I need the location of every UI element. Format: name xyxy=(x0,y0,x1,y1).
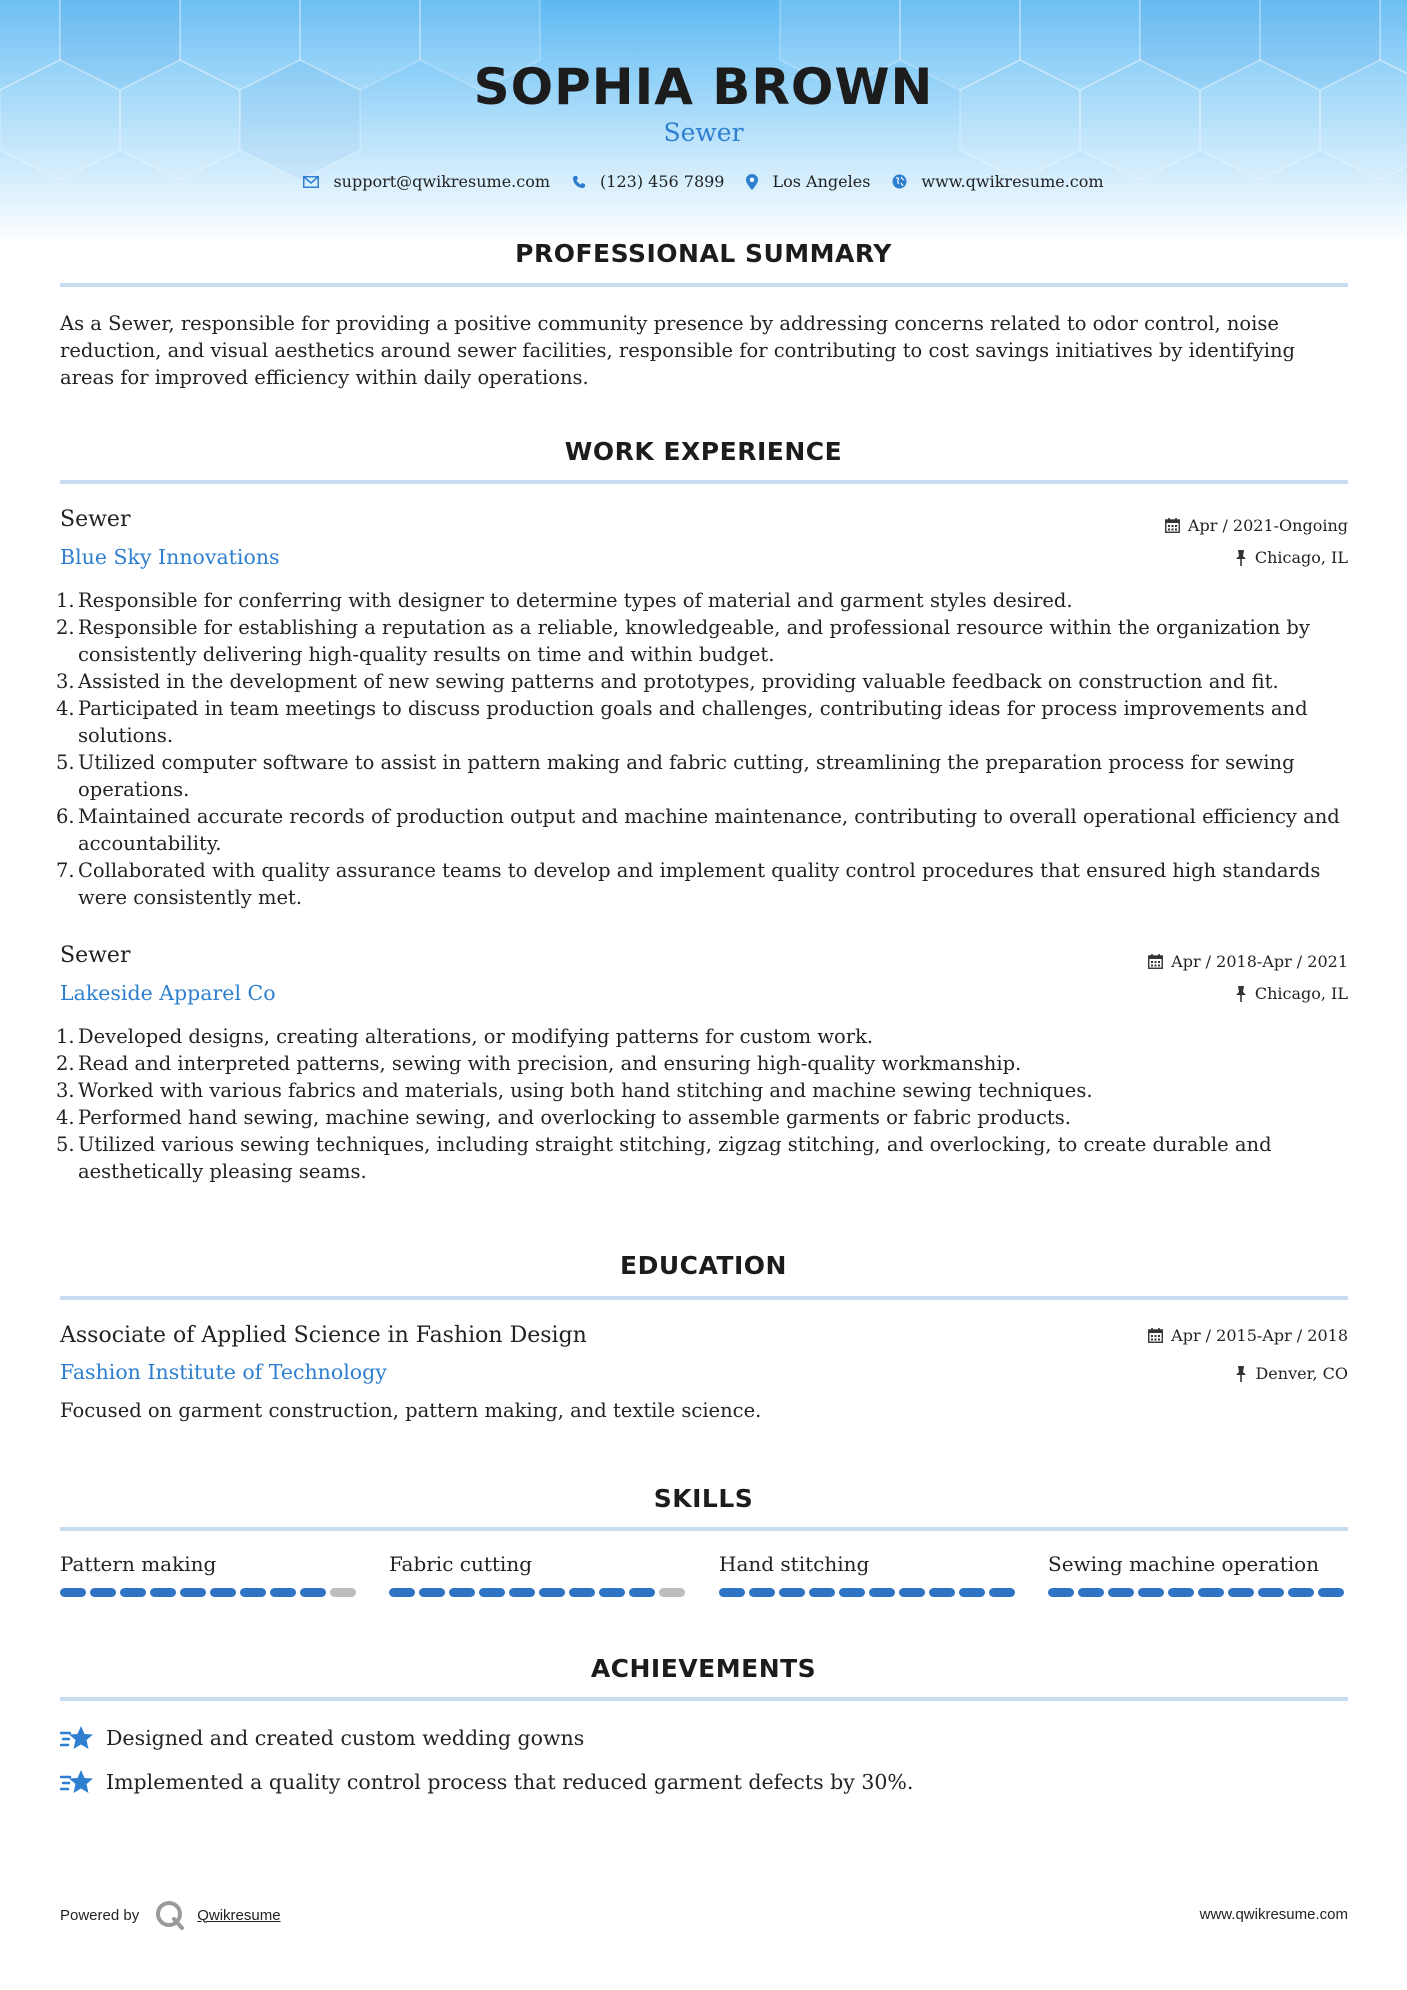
list-item: 4. Participated in team meetings to discuss production goals and challenges, contributing ideas for process improvements and solutions. xyxy=(56,697,1308,747)
skill-dot-filled xyxy=(90,1588,116,1597)
skill-dot-filled xyxy=(60,1588,86,1597)
skill-dot-filled xyxy=(749,1588,775,1597)
job-1-company: Blue Sky Innovations xyxy=(60,545,280,569)
skill-dot-filled xyxy=(180,1588,206,1597)
contact-website[interactable] xyxy=(892,172,1103,191)
calendar-icon xyxy=(1148,954,1163,969)
education-dates-text: Apr / 2015-Apr / 2018 xyxy=(1171,1326,1348,1345)
skill-dot-filled xyxy=(1258,1588,1284,1597)
job-1-dates-text: Apr / 2021-Ongoing xyxy=(1187,516,1348,535)
experience-divider xyxy=(60,480,1348,484)
job-1-location-text: Chicago, IL xyxy=(1254,548,1348,567)
skill-dot-filled xyxy=(539,1588,565,1597)
skill-dot-filled xyxy=(599,1588,625,1597)
skill-rating xyxy=(1048,1588,1348,1597)
globe-icon xyxy=(892,174,907,189)
skill-dot-filled xyxy=(629,1588,655,1597)
achievements-heading: ACHIEVEMENTS xyxy=(590,1654,817,1683)
skill-sewing-machine-operation xyxy=(1048,1552,1348,1597)
skill-dot-filled xyxy=(1318,1588,1344,1597)
skill-dot-filled xyxy=(210,1588,236,1597)
skill-dot-filled xyxy=(1198,1588,1224,1597)
candidate-name: SOPHIA BROWN xyxy=(473,58,934,116)
job-2-location xyxy=(1235,984,1348,1003)
summary-divider xyxy=(60,283,1348,287)
skill-dot-filled xyxy=(509,1588,535,1597)
achievement-text: Implemented a quality control process that reduced garment defects by 30%. xyxy=(106,1770,914,1794)
skill-pattern-making xyxy=(60,1552,360,1597)
list-item: 5. Utilized computer software to assist in pattern making and fabric cutting, streamlining the preparation process for sewing operations. xyxy=(56,751,1295,801)
skill-fabric-cutting xyxy=(389,1552,689,1597)
summary-heading: PROFESSIONAL SUMMARY xyxy=(515,239,892,268)
skill-dot-filled xyxy=(899,1588,925,1597)
education-heading: EDUCATION xyxy=(620,1251,787,1280)
job-1-role: Sewer xyxy=(60,507,131,532)
achievement-item xyxy=(60,1768,913,1796)
skill-dot-filled xyxy=(1048,1588,1074,1597)
summary-text: As a Sewer, responsible for providing a positive community presence by addressing concerns related to odor control, noise reduction, and visual aesthetics around sewer facilities, responsible for contributing to cost savings initiatives by identifying areas for improved efficiency within daily operations. xyxy=(60,312,1295,389)
skill-dot-filled xyxy=(270,1588,296,1597)
achievements-divider xyxy=(60,1697,1348,1701)
list-item: 7. Collaborated with quality assurance teams to develop and implement quality control procedures that ensured high standards were consistently met. xyxy=(56,859,1321,909)
pushpin-icon xyxy=(1235,986,1247,1002)
education-divider xyxy=(60,1296,1348,1300)
contact-bar xyxy=(0,172,1407,191)
skill-hand-stitching xyxy=(719,1552,1019,1597)
education-description: Focused on garment construction, pattern making, and textile science. xyxy=(60,1399,762,1422)
skills-divider xyxy=(60,1527,1348,1531)
skills-heading: SKILLS xyxy=(653,1484,754,1513)
envelope-icon xyxy=(303,176,319,188)
skill-dot-filled xyxy=(389,1588,415,1597)
achievement-item xyxy=(60,1724,584,1752)
job-2-company: Lakeside Apparel Co xyxy=(60,981,276,1005)
job-1-location xyxy=(1235,548,1348,567)
calendar-icon xyxy=(1148,1328,1163,1343)
contact-phone[interactable] xyxy=(572,172,724,191)
skill-dot-filled xyxy=(1078,1588,1104,1597)
skill-dot-filled xyxy=(479,1588,505,1597)
skill-dot-filled xyxy=(809,1588,835,1597)
education-degree: Associate of Applied Science in Fashion Design xyxy=(60,1323,587,1348)
skill-dot-filled xyxy=(569,1588,595,1597)
contact-phone-text: (123) 456 7899 xyxy=(600,172,725,191)
skill-dot-empty xyxy=(659,1588,685,1597)
skill-dot-filled xyxy=(929,1588,955,1597)
job-2-dates xyxy=(1148,952,1348,971)
contact-location-text: Los Angeles xyxy=(772,172,871,191)
skill-rating xyxy=(60,1588,360,1597)
skill-dot-filled xyxy=(1288,1588,1314,1597)
skill-dot-filled xyxy=(989,1588,1015,1597)
contact-email-text: support@qwikresume.com xyxy=(333,172,551,191)
skill-dot-filled xyxy=(449,1588,475,1597)
skill-name: Fabric cutting xyxy=(389,1552,532,1576)
qwikresume-logo-icon xyxy=(155,1900,185,1930)
education-location-text: Denver, CO xyxy=(1255,1364,1348,1383)
skill-rating xyxy=(719,1588,1019,1597)
list-item: 5. Utilized various sewing techniques, including straight stitching, zigzag stitching, and overlocking, to create durable and aesthetically pleasing seams. xyxy=(56,1133,1272,1183)
skill-dot-filled xyxy=(1228,1588,1254,1597)
skill-dot-filled xyxy=(779,1588,805,1597)
phone-icon xyxy=(572,175,586,189)
job-2-location-text: Chicago, IL xyxy=(1254,984,1348,1003)
map-pin-icon xyxy=(746,174,758,190)
skill-dot-filled xyxy=(120,1588,146,1597)
powered-by-label: Powered by xyxy=(60,1906,140,1924)
list-item: 2. Read and interpreted patterns, sewing with precision, and ensuring high-quality workmanship. xyxy=(56,1052,1022,1075)
list-item: 2. Responsible for establishing a reputation as a reliable, knowledgeable, and professional resource within the organization by consistently delivering high-quality results on time and within budget. xyxy=(56,616,1310,666)
qwikresume-link[interactable]: Qwikresume xyxy=(197,1906,281,1924)
star-icon xyxy=(60,1724,94,1752)
skill-dot-empty xyxy=(330,1588,356,1597)
skill-name: Sewing machine operation xyxy=(1048,1552,1320,1576)
skill-dot-filled xyxy=(1108,1588,1134,1597)
experience-heading: WORK EXPERIENCE xyxy=(564,437,843,466)
skill-name: Pattern making xyxy=(60,1552,217,1576)
skill-dot-filled xyxy=(719,1588,745,1597)
list-item: 1. Responsible for conferring with designer to determine types of material and garment styles desired. xyxy=(56,589,1073,612)
skill-dot-filled xyxy=(869,1588,895,1597)
contact-website-text: www.qwikresume.com xyxy=(921,172,1104,191)
pushpin-icon xyxy=(1235,1366,1247,1382)
achievement-text: Designed and created custom wedding gowns xyxy=(106,1726,585,1750)
skill-rating xyxy=(389,1588,689,1597)
job-2-responsibilities xyxy=(56,1023,1352,1185)
education-school: Fashion Institute of Technology xyxy=(60,1360,387,1384)
education-dates xyxy=(1148,1326,1348,1345)
skill-dot-filled xyxy=(300,1588,326,1597)
skill-dot-filled xyxy=(1138,1588,1164,1597)
list-item: 3. Worked with various fabrics and materials, using both hand stitching and machine sewing techniques. xyxy=(56,1079,1093,1102)
star-icon xyxy=(60,1768,94,1796)
job-1-responsibilities xyxy=(56,587,1352,911)
candidate-title: Sewer xyxy=(663,118,744,147)
list-item: 6. Maintained accurate records of production output and machine maintenance, contributing to overall operational efficiency and accountability. xyxy=(56,805,1340,855)
skill-dot-filled xyxy=(1168,1588,1194,1597)
skill-dot-filled xyxy=(240,1588,266,1597)
skill-dot-filled xyxy=(839,1588,865,1597)
skill-name: Hand stitching xyxy=(719,1552,870,1576)
pushpin-icon xyxy=(1235,550,1247,566)
skill-dot-filled xyxy=(150,1588,176,1597)
list-item: 1. Developed designs, creating alterations, or modifying patterns for custom work. xyxy=(56,1025,874,1048)
contact-location xyxy=(746,172,870,191)
job-2-role: Sewer xyxy=(60,943,131,968)
skill-dot-filled xyxy=(959,1588,985,1597)
contact-email[interactable] xyxy=(303,172,550,191)
footer-website[interactable]: www.qwikresume.com xyxy=(1199,1906,1348,1923)
calendar-icon xyxy=(1165,518,1180,533)
list-item: 3. Assisted in the development of new sewing patterns and prototypes, providing valuable feedback on construction and fit. xyxy=(56,670,1279,693)
list-item: 4. Performed hand sewing, machine sewing, and overlocking to assemble garments or fabric products. xyxy=(56,1106,1071,1129)
skill-dot-filled xyxy=(419,1588,445,1597)
education-location xyxy=(1235,1364,1348,1383)
job-1-dates xyxy=(1165,516,1348,535)
job-2-dates-text: Apr / 2018-Apr / 2021 xyxy=(1171,952,1348,971)
footer-powered-by xyxy=(60,1900,281,1930)
